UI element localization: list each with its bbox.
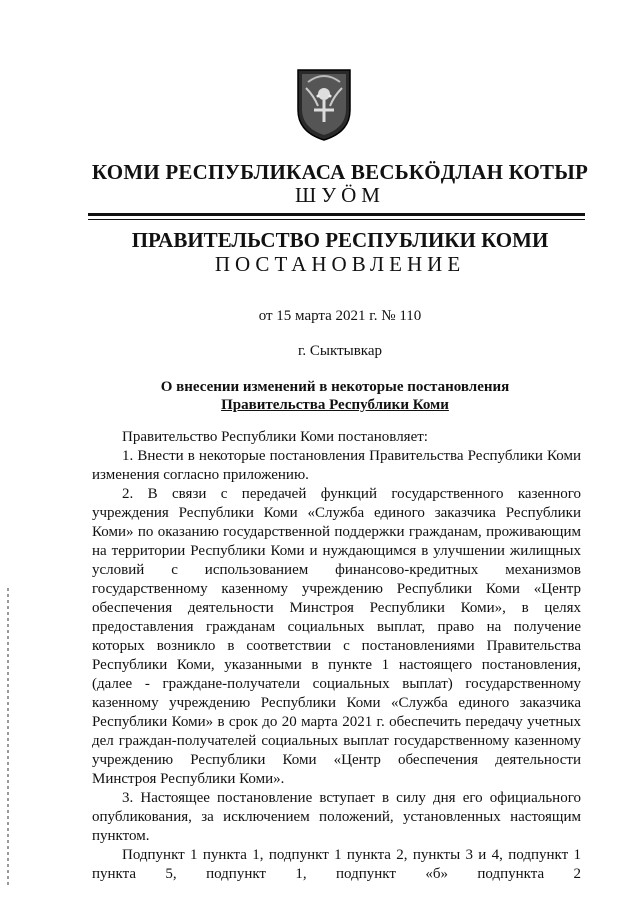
- komi-coat-of-arms-icon: [284, 66, 364, 142]
- title-line-1: О внесении изменений в некоторые постановления: [160, 379, 510, 395]
- decree-label-russian: ПОСТАНОВЛЕНИЕ: [214, 252, 466, 276]
- paragraph-4: Подпункт 1 пункта 1, подпункт 1 пункта 2, пункты 3 и 4, подпункт 1 пункта 5, подпункт 1, подпункт «б» подпункта 2: [92, 847, 581, 882]
- document-body: [92, 428, 581, 884]
- decree-label-komi: ШУӦМ: [295, 183, 385, 207]
- header-divider-thin: [88, 219, 585, 220]
- republic-name-komi: КОМИ РЕСПУБЛИКАСА ВЕСЬКӦДЛАН КОТЫР: [91, 160, 589, 184]
- paragraph-3: 3. Настоящее постановление вступает в силу дня его официального опубликования, за исключением положений, установленных настоящим пунктом.: [92, 790, 581, 844]
- document-title: [90, 378, 580, 414]
- header-divider-thick: [88, 213, 585, 216]
- paragraph-1: 1. Внести в некоторые постановления Правительства Республики Коми изменения согласно приложению.: [92, 448, 581, 483]
- date-number: от 15 марта 2021 г. № 110: [258, 308, 422, 324]
- title-line-2: Правительства Республики Коми: [221, 397, 449, 413]
- intro-paragraph: Правительство Республики Коми постановляет:: [122, 429, 428, 445]
- paragraph-2: 2. В связи с передачей функций государственного казенного учреждения Республики Коми «Служба единого заказчика Республики Коми» по оказанию государственной поддержки гражданам, проживающим на территории Республики Коми и нуждающимся в улучшении жилищных условий с использованием финансово-кредитных механизмов государственному казенному учреждению Республики Коми «Центр обеспечения деятельности Минстроя Республики Коми», в целях предоставления гражданам социальных выплат, право на получение которых возникло в соответствии с постановлениями Правительства Республики Коми, указанными в пункте 1 настоящего постановления, (далее - граждане-получатели социальных выплат) государственному казенному учреждению Республики Коми «Служба единого заказчика Республики Коми» в срок до 20 марта 2021 г. обеспечить передачу учетных дел граждан-получателей социальных выплат государственному казенному учреждению Республики Коми «Центр обеспечения деятельности Минстроя Республики Коми».: [92, 486, 581, 787]
- scan-edge-artifact: [7, 588, 9, 888]
- government-name: ПРАВИТЕЛЬСТВО РЕСПУБЛИКИ КОМИ: [131, 228, 549, 252]
- city: г. Сыктывкар: [297, 343, 383, 359]
